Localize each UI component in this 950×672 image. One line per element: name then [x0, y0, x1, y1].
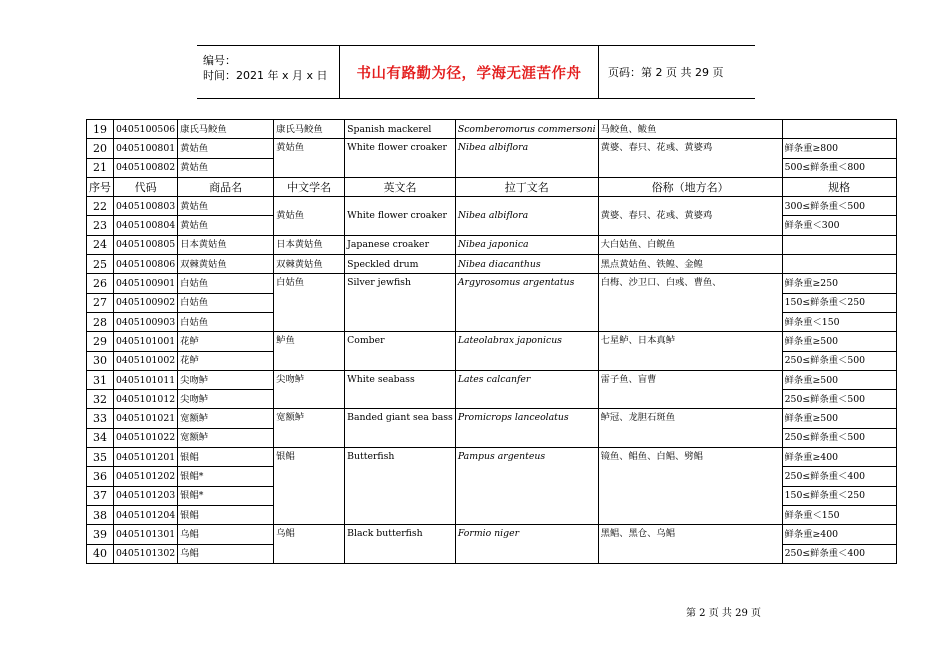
latin-name: Argyrosomus argentatus: [455, 274, 598, 332]
commodity-name: 银鲳*: [178, 486, 274, 505]
commodity-name: 康氏马鲛鱼: [178, 120, 274, 139]
number-label: 编号：: [203, 54, 236, 67]
table-row: [87, 525, 897, 544]
item-code: 0405100903: [114, 312, 178, 331]
latin-name: Scomberomorus commersoni: [455, 120, 598, 139]
row-number: 25: [87, 255, 114, 274]
chinese-scientific-name: 日本黄姑鱼: [274, 235, 345, 254]
row-number: 30: [87, 351, 114, 370]
commodity-name: 黄姑鱼: [178, 216, 274, 235]
commodity-name: 黄姑鱼: [178, 158, 274, 177]
chinese-scientific-name: 宽额鲈: [274, 409, 345, 448]
latin-name: Nibea albiflora: [455, 139, 598, 178]
row-number: 39: [87, 525, 114, 544]
commodity-name: 白姑鱼: [178, 293, 274, 312]
row-number: 19: [87, 120, 114, 139]
commodity-name: 银鲳*: [178, 467, 274, 486]
item-code: 0405100506: [114, 120, 178, 139]
row-number: 27: [87, 293, 114, 312]
item-code: 0405100805: [114, 235, 178, 254]
item-code: 0405101203: [114, 486, 178, 505]
latin-name: Lateolabrax japonicus: [455, 332, 598, 371]
local-name: 黑点黄姑鱼、铁鳇、金鳇: [598, 255, 782, 274]
english-name: Butterfish: [345, 448, 456, 525]
item-code: 0405100801: [114, 139, 178, 158]
latin-name: Nibea japonica: [455, 235, 598, 254]
row-number: 26: [87, 274, 114, 293]
english-name: Japanese croaker: [345, 235, 456, 254]
commodity-name: 白姑鱼: [178, 312, 274, 331]
row-number: 37: [87, 486, 114, 505]
commodity-name: 银鲳: [178, 505, 274, 524]
item-code: 0405100803: [114, 197, 178, 216]
commodity-name: 双棘黄姑鱼: [178, 255, 274, 274]
item-code: 0405100902: [114, 293, 178, 312]
commodity-name: 花鲈: [178, 351, 274, 370]
english-name: White seabass: [345, 370, 456, 409]
row-number: 20: [87, 139, 114, 158]
commodity-name: 宽额鲈: [178, 428, 274, 447]
row-number: 24: [87, 235, 114, 254]
row-number: 38: [87, 505, 114, 524]
column-header: 拉丁文名: [455, 177, 598, 196]
table-row: [87, 332, 897, 351]
row-number: 31: [87, 370, 114, 389]
commodity-name: 宽额鲈: [178, 409, 274, 428]
commodity-name: 乌鲳: [178, 525, 274, 544]
spec: 鲜条重＜150: [782, 312, 896, 331]
item-code: 0405101202: [114, 467, 178, 486]
chinese-scientific-name: 黄姑鱼: [274, 197, 345, 236]
row-number: 28: [87, 312, 114, 331]
header-meta: [197, 46, 340, 98]
commodity-name: 花鲈: [178, 332, 274, 351]
table-row: [87, 370, 897, 389]
spec: [782, 235, 896, 254]
english-name: White flower croaker: [345, 139, 456, 178]
chinese-scientific-name: 鲈鱼: [274, 332, 345, 371]
time-label: 时间：2021 年 x 月 x 日: [203, 69, 328, 82]
chinese-scientific-name: 黄姑鱼: [274, 139, 345, 178]
chinese-scientific-name: 康氏马鲛鱼: [274, 120, 345, 139]
spec: 250≤鲜条重＜500: [782, 351, 896, 370]
table-row: [87, 409, 897, 428]
spec: 250≤鲜条重＜500: [782, 390, 896, 409]
item-code: 0405100901: [114, 274, 178, 293]
row-number: 32: [87, 390, 114, 409]
column-header: 商品名: [178, 177, 274, 196]
page-footer: 第 2 页 共 29 页: [686, 608, 761, 619]
row-number: 21: [87, 158, 114, 177]
header-page-label: 页码：第 2 页 共 29 页: [608, 66, 724, 79]
item-code: 0405100804: [114, 216, 178, 235]
table-row: [87, 197, 897, 216]
page-header: [197, 45, 755, 99]
item-code: 0405100802: [114, 158, 178, 177]
latin-name: Formio niger: [455, 525, 598, 564]
latin-name: Pampus argenteus: [455, 448, 598, 525]
table-row: [87, 120, 897, 139]
local-name: 七星鲈、日本真鲈: [598, 332, 782, 371]
row-number: 35: [87, 448, 114, 467]
local-name: 黑鲳、黑仓、乌鲳: [598, 525, 782, 564]
local-name: 大白姑鱼、白鲵鱼: [598, 235, 782, 254]
item-code: 0405101012: [114, 390, 178, 409]
latin-name: Nibea albiflora: [455, 197, 598, 236]
english-name: Black butterfish: [345, 525, 456, 564]
local-name: 黄婆、春只、花彧、黄婆鸡: [598, 139, 782, 178]
chinese-scientific-name: 银鲳: [274, 448, 345, 525]
local-name: 镜鱼、鲳鱼、白鲳、劈鲳: [598, 448, 782, 525]
item-code: 0405101022: [114, 428, 178, 447]
table-row: [87, 448, 897, 467]
spec: 150≤鲜条重＜250: [782, 486, 896, 505]
spec: 鲜条重≥500: [782, 332, 896, 351]
spec: 鲜条重≥250: [782, 274, 896, 293]
spec: 250≤鲜条重＜500: [782, 428, 896, 447]
commodity-name: 黄姑鱼: [178, 197, 274, 216]
row-number: 23: [87, 216, 114, 235]
row-number: 36: [87, 467, 114, 486]
chinese-scientific-name: 双棘黄姑鱼: [274, 255, 345, 274]
local-name: 黄婆、春只、花彧、黄婆鸡: [598, 197, 782, 236]
spec: 鲜条重≥500: [782, 370, 896, 389]
chinese-scientific-name: 白姑鱼: [274, 274, 345, 332]
spec: 鲜条重≥400: [782, 448, 896, 467]
spec: 250≤鲜条重＜400: [782, 467, 896, 486]
commodity-name: 日本黄姑鱼: [178, 235, 274, 254]
row-number: 33: [87, 409, 114, 428]
item-code: 0405101204: [114, 505, 178, 524]
column-header: 代码: [114, 177, 178, 196]
column-header: 规格: [782, 177, 896, 196]
local-name: 白梅、沙卫口、白彧、曹鱼、: [598, 274, 782, 332]
item-code: 0405101201: [114, 448, 178, 467]
spec: [782, 120, 896, 139]
english-name: Silver jewfish: [345, 274, 456, 332]
item-code: 0405101002: [114, 351, 178, 370]
item-code: 0405101302: [114, 544, 178, 563]
row-number: 29: [87, 332, 114, 351]
commodity-name: 尖吻鲈: [178, 370, 274, 389]
table-row: [87, 235, 897, 254]
latin-name: Lates calcanfer: [455, 370, 598, 409]
table-header-row: [87, 177, 897, 196]
commodity-name: 白姑鱼: [178, 274, 274, 293]
english-name: Comber: [345, 332, 456, 371]
item-code: 0405101001: [114, 332, 178, 351]
local-name: 马鲛鱼、鲅鱼: [598, 120, 782, 139]
commodity-name: 乌鲳: [178, 544, 274, 563]
spec: 500≤鲜条重＜800: [782, 158, 896, 177]
chinese-scientific-name: 乌鲳: [274, 525, 345, 564]
item-code: 0405101011: [114, 370, 178, 389]
column-header: 序号: [87, 177, 114, 196]
table-row: [87, 255, 897, 274]
column-header: 英文名: [345, 177, 456, 196]
table-row: [87, 274, 897, 293]
spec: 鲜条重＜300: [782, 216, 896, 235]
spec: 鲜条重≥500: [782, 409, 896, 428]
local-name: 鲈冠、龙胆石斑鱼: [598, 409, 782, 448]
latin-name: Nibea diacanthus: [455, 255, 598, 274]
spec: 鲜条重≥400: [782, 525, 896, 544]
spec: 鲜条重≥800: [782, 139, 896, 158]
row-number: 22: [87, 197, 114, 216]
latin-name: Promicrops lanceolatus: [455, 409, 598, 448]
english-name: Spanish mackerel: [345, 120, 456, 139]
spec: 鲜条重＜150: [782, 505, 896, 524]
spec: 250≤鲜条重＜400: [782, 544, 896, 563]
item-code: 0405101021: [114, 409, 178, 428]
table-row: [87, 139, 897, 158]
column-header: 中文学名: [274, 177, 345, 196]
row-number: 40: [87, 544, 114, 563]
spec: 300≤鲜条重＜500: [782, 197, 896, 216]
local-name: 雷子鱼、盲曹: [598, 370, 782, 409]
spec: [782, 255, 896, 274]
english-name: White flower croaker: [345, 197, 456, 236]
commodity-name: 银鲳: [178, 448, 274, 467]
commodity-name: 黄姑鱼: [178, 139, 274, 158]
commodity-name: 尖吻鲈: [178, 390, 274, 409]
spec: 150≤鲜条重＜250: [782, 293, 896, 312]
chinese-scientific-name: 尖吻鲈: [274, 370, 345, 409]
english-name: Banded giant sea bass: [345, 409, 456, 448]
column-header: 俗称（地方名）: [598, 177, 782, 196]
item-code: 0405101301: [114, 525, 178, 544]
header-motto: 书山有路勤为径，学海无涯苦作舟: [340, 46, 599, 98]
fish-spec-table: [86, 119, 897, 564]
row-number: 34: [87, 428, 114, 447]
item-code: 0405100806: [114, 255, 178, 274]
english-name: Speckled drum: [345, 255, 456, 274]
